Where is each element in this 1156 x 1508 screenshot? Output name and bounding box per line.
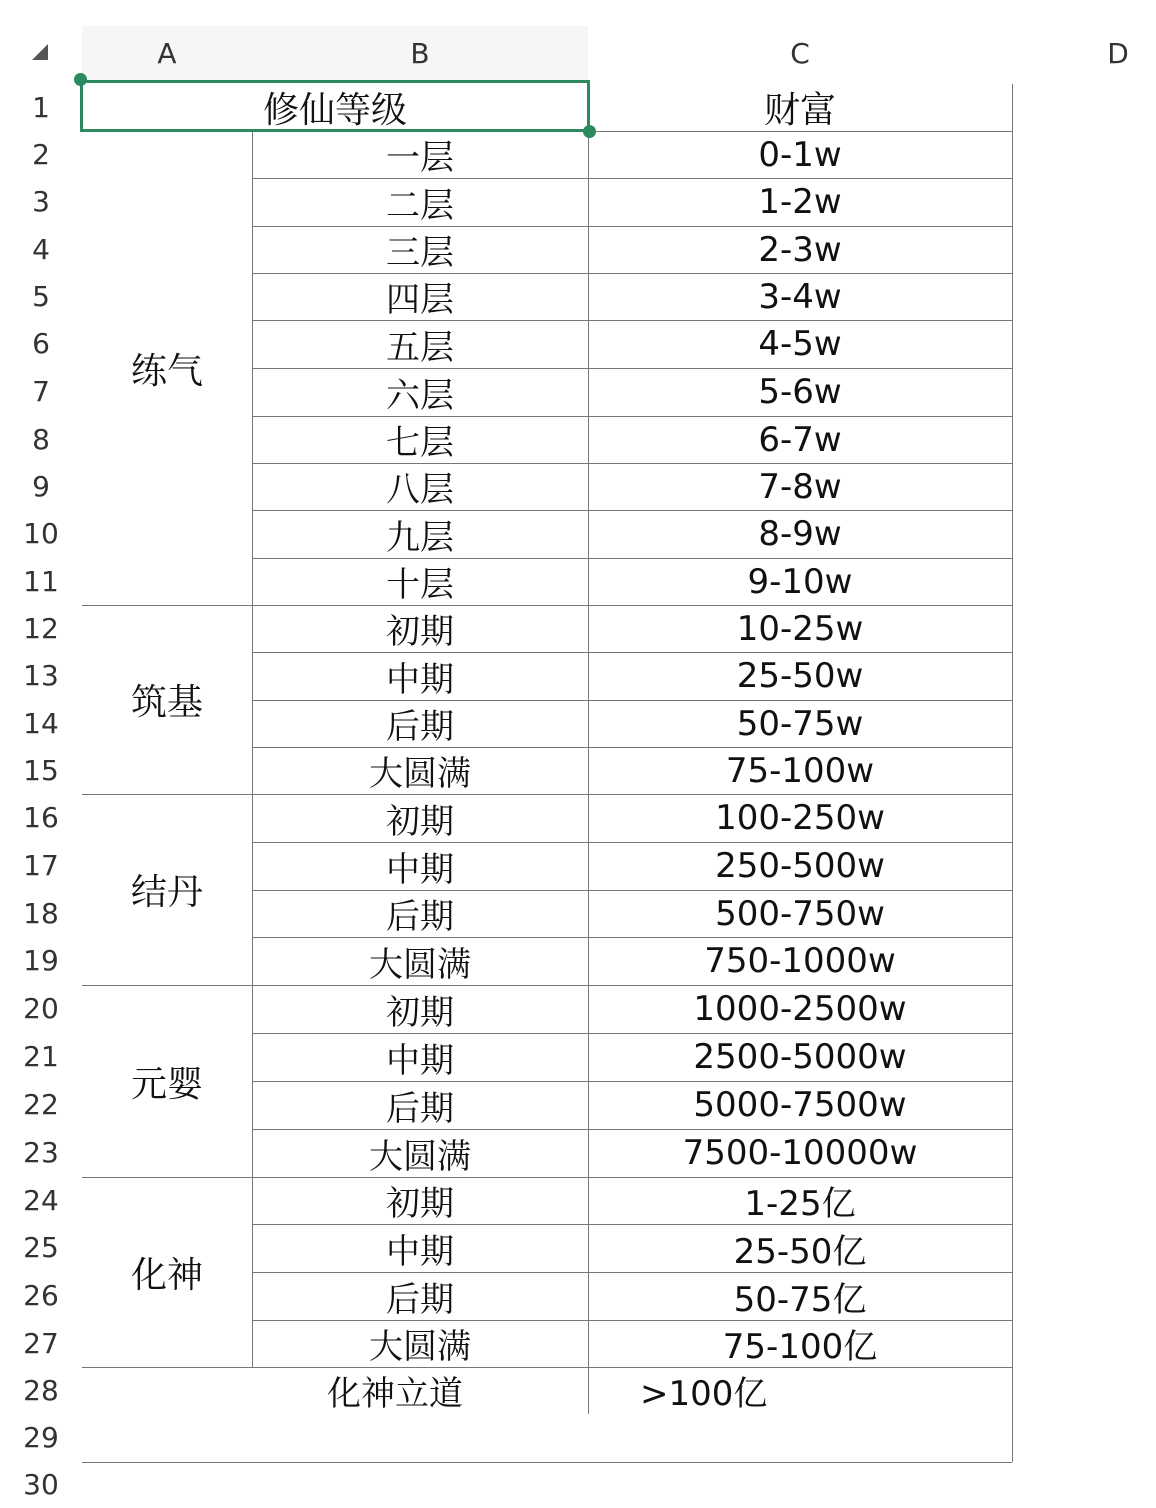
wealth-cell[interactable]: 25-50亿: [733, 1231, 867, 1272]
final-row-border: [82, 1462, 1012, 1463]
level-cell[interactable]: 初期: [386, 612, 454, 652]
wealth-cell[interactable]: 1000-2500w: [693, 989, 907, 1029]
row-header[interactable]: 9: [32, 470, 50, 503]
wealth-cell[interactable]: 50-75亿: [733, 1279, 867, 1320]
selection-handle-top-left[interactable]: [74, 73, 87, 86]
selection-handle-bottom-right[interactable]: [583, 125, 596, 138]
cell-a1-title[interactable]: 修仙等级: [262, 90, 407, 131]
wealth-cell[interactable]: 25-50w: [736, 656, 864, 696]
level-cell[interactable]: 九层: [386, 517, 454, 558]
wealth-cell[interactable]: 4-5w: [758, 324, 842, 364]
selection-border: [80, 80, 590, 132]
level-cell[interactable]: 初期: [386, 1184, 454, 1224]
wealth-cell[interactable]: 9-10w: [747, 561, 853, 602]
wealth-cell[interactable]: 250-500w: [715, 846, 885, 886]
level-cell[interactable]: 三层: [386, 233, 454, 273]
row-header[interactable]: 13: [23, 659, 59, 692]
level-cell[interactable]: 大圆满: [369, 1136, 471, 1177]
level-cell[interactable]: 二层: [386, 185, 454, 226]
level-cell[interactable]: 初期: [386, 992, 454, 1033]
level-cell[interactable]: 大圆满: [369, 1327, 471, 1367]
realm-merged-cell[interactable]: 结丹: [130, 872, 203, 913]
row-header[interactable]: 2: [32, 138, 50, 171]
realm-merged-cell[interactable]: 练气: [130, 350, 203, 392]
row-header[interactable]: 26: [23, 1279, 59, 1312]
row-header[interactable]: 20: [23, 992, 59, 1025]
level-cell[interactable]: 十层: [386, 565, 454, 605]
row-header[interactable]: 23: [23, 1136, 59, 1169]
wealth-cell[interactable]: 75-100亿: [722, 1327, 878, 1367]
wealth-cell[interactable]: 8-9w: [758, 514, 842, 554]
level-cell[interactable]: 后期: [386, 1279, 454, 1320]
wealth-cell[interactable]: 75-100w: [725, 750, 875, 791]
wealth-cell[interactable]: 1-25亿: [744, 1184, 856, 1224]
row-header[interactable]: 3: [32, 185, 50, 218]
row-header[interactable]: 17: [23, 849, 59, 882]
wealth-cell[interactable]: 7-8w: [758, 466, 842, 507]
wealth-cell[interactable]: 10-25w: [736, 608, 864, 649]
wealth-cell[interactable]: 0-1w: [758, 134, 842, 175]
row-header[interactable]: 19: [23, 944, 59, 977]
level-cell[interactable]: 六层: [386, 375, 454, 416]
row-header[interactable]: 28: [23, 1374, 59, 1407]
wealth-cell[interactable]: 1-2w: [758, 182, 842, 222]
row-header[interactable]: 5: [32, 280, 50, 313]
level-cell[interactable]: 中期: [386, 659, 454, 700]
column-header-c[interactable]: C: [790, 37, 810, 70]
column-header-b[interactable]: B: [410, 37, 430, 70]
realm-merged-cell[interactable]: 筑基: [130, 682, 203, 723]
wealth-cell[interactable]: 7500-10000w: [682, 1133, 918, 1173]
wealth-cell[interactable]: 5-6w: [758, 372, 842, 412]
row-header[interactable]: 18: [23, 897, 59, 930]
row-header[interactable]: 11: [23, 565, 59, 598]
cell-c1-wealth-header[interactable]: 财富: [763, 90, 836, 131]
realm-merged-cell[interactable]: 元婴: [130, 1063, 203, 1105]
row-header[interactable]: 15: [23, 754, 59, 787]
row-header[interactable]: 8: [32, 423, 50, 456]
wealth-cell[interactable]: 500-750w: [715, 893, 885, 934]
row-header[interactable]: 1: [32, 91, 50, 124]
wealth-cell[interactable]: 100-250w: [715, 798, 885, 838]
row-header[interactable]: 24: [23, 1184, 59, 1217]
row-header[interactable]: 29: [23, 1421, 59, 1454]
level-cell[interactable]: 四层: [386, 280, 454, 320]
cell-c28-final-wealth[interactable]: >100亿: [640, 1373, 768, 1414]
wealth-cell[interactable]: 6-7w: [758, 419, 842, 460]
row-header[interactable]: 6: [32, 327, 50, 360]
row-header[interactable]: 21: [23, 1040, 59, 1073]
row-header[interactable]: 12: [23, 612, 59, 645]
cell-a28-final-label[interactable]: 化神立道: [327, 1373, 463, 1414]
level-cell[interactable]: 五层: [386, 327, 454, 368]
wealth-cell[interactable]: 50-75w: [736, 703, 864, 744]
level-cell[interactable]: 中期: [386, 1040, 454, 1081]
level-cell[interactable]: 中期: [386, 849, 454, 890]
level-cell[interactable]: 七层: [386, 423, 454, 463]
level-cell[interactable]: 后期: [386, 707, 454, 747]
row-header[interactable]: 14: [23, 707, 59, 740]
level-cell[interactable]: 八层: [386, 470, 454, 510]
level-cell[interactable]: 一层: [386, 138, 454, 178]
row-header[interactable]: 10: [23, 517, 59, 550]
row-header[interactable]: 30: [23, 1468, 59, 1501]
level-cell[interactable]: 初期: [386, 801, 454, 842]
row-header[interactable]: 7: [32, 375, 50, 408]
row-header[interactable]: 27: [23, 1327, 59, 1360]
row-header[interactable]: 22: [23, 1088, 59, 1121]
select-all-corner[interactable]: [32, 44, 48, 60]
wealth-cell[interactable]: 5000-7500w: [693, 1085, 907, 1125]
level-cell[interactable]: 后期: [386, 1088, 454, 1129]
row-header[interactable]: 25: [23, 1231, 59, 1264]
column-header-d[interactable]: D: [1107, 37, 1129, 70]
wealth-cell[interactable]: 3-4w: [758, 276, 842, 317]
level-cell[interactable]: 后期: [386, 897, 454, 937]
right-border: [1012, 84, 1013, 1462]
wealth-cell[interactable]: 2500-5000w: [693, 1037, 907, 1077]
wealth-cell[interactable]: 2-3w: [758, 229, 842, 270]
level-cell[interactable]: 大圆满: [369, 944, 471, 985]
row-header[interactable]: 4: [32, 233, 50, 266]
column-header-a[interactable]: A: [157, 37, 177, 70]
row-header[interactable]: 16: [23, 801, 59, 834]
level-cell[interactable]: 大圆满: [369, 754, 471, 794]
wealth-cell[interactable]: 750-1000w: [704, 941, 896, 981]
level-cell[interactable]: 中期: [386, 1231, 454, 1272]
realm-merged-cell[interactable]: 化神: [130, 1254, 203, 1296]
